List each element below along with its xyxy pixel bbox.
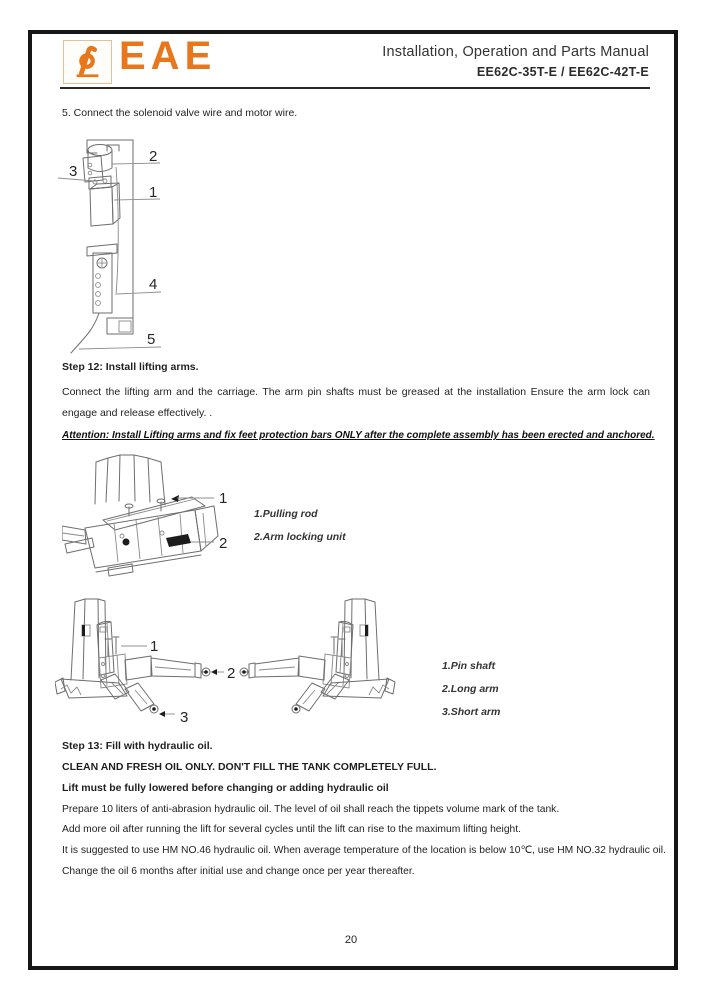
header-divider [60,87,650,89]
step13-paragraph: Change the oil 6 months after initial use and change once per year thereafter. [62,866,415,877]
callout-label: 5 [147,331,156,348]
callout-label: 1 [219,490,228,507]
callout-label: 3 [180,709,189,726]
figure-lifting-arms [55,592,415,747]
step12-heading: Step 12: Install lifting arms. [62,361,199,373]
step13-warning-2: Lift must be fully lowered before changing or adding hydraulic oil [62,782,389,794]
callout-label: 1 [149,184,158,201]
callout-label: 2 [219,535,228,552]
legend-item: 3.Short arm [442,706,501,718]
instruction-item5: 5. Connect the solenoid valve wire and motor wire. [62,107,298,119]
callout-label: 2 [227,665,236,682]
logo-wordmark: EAE [119,34,217,78]
model-numbers: EE62C-35T-E / EE62C-42T-E [476,65,649,79]
legend-item: 1.Pulling rod [254,508,318,520]
attention-note: Attention: Install Lifting arms and fix feet protection bars ONLY after the complete assembly has been erected and anchored. [62,430,655,441]
step13-warning-1: CLEAN AND FRESH OIL ONLY. DON'T FILL THE TANK COMPLETELY FULL. [62,761,437,773]
figure-power-unit-wiring [57,137,177,360]
legend-item: 1.Pin shaft [442,660,496,672]
callout-label: 4 [149,276,158,293]
logo-box [63,40,112,84]
figure2-legend [254,503,346,549]
figure-carriage-arm-lock [62,450,252,590]
step13-paragraph: It is suggested to use HM NO.46 hydraulic oil. When average temperature of the location is below 10℃, use HM NO.32 hydraulic oil. [62,845,666,856]
eae-brand-icon [69,44,107,80]
legend-item: 2.Arm locking unit [254,531,346,543]
manual-title: Installation, Operation and Parts Manual [382,44,649,60]
figure3-legend [442,655,500,724]
callout-label: 2 [149,148,158,165]
step13-paragraph: Prepare 10 liters of anti-abrasion hydraulic oil. The level of oil shall reach the tippets volume mark of the tank. [62,804,560,815]
callout-label: 3 [69,163,78,180]
page-number: 20 [344,934,358,946]
step12-paragraph: Connect the lifting arm and the carriage. The arm pin shafts must be greased at the installation Ensure the arm lock can engage and release effectively. . [62,386,650,419]
legend-item: 2.Long arm [442,683,499,695]
step13-heading: Step 13: Fill with hydraulic oil. [62,740,213,752]
step13-paragraph: Add more oil after running the lift for several cycles until the lift can rise to the maximum lifting height. [62,824,521,835]
callout-label: 1 [150,638,159,655]
